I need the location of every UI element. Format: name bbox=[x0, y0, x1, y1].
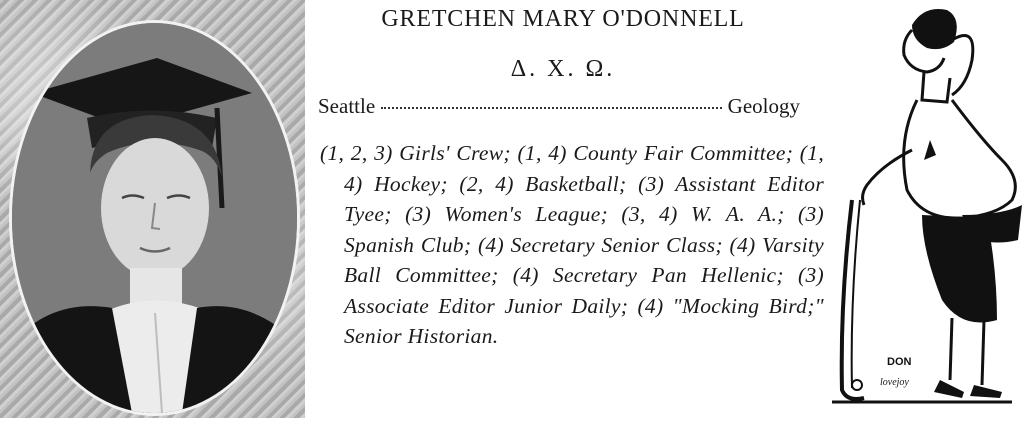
major: Geology bbox=[727, 94, 800, 118]
activities-list: (1, 2, 3) Girls' Crew; (1, 4) County Fair Committee; (1, 4) Hockey; (2, 4) Basketball; (3) Assistant Editor Tyee; (3) Women's League; (3, 4) W. A. A.; (3) Spanish Club; (4) Secretary Senior Class; (4) Varsity Ball Committee; (4) Secretary Pan Hellenic; (3) Associate Editor Junior Daily; (4) "Mocking Bird;" Senior Historian. bbox=[320, 141, 824, 348]
signature-line2: lovejoy bbox=[880, 377, 909, 388]
hometown-major-line bbox=[318, 94, 800, 122]
portrait-illustration bbox=[12, 23, 297, 413]
biography-text bbox=[318, 0, 824, 418]
portrait-frame bbox=[0, 0, 305, 418]
signature-line1: DON bbox=[887, 356, 912, 368]
student-name: GRETCHEN MARY O'DONNELL bbox=[381, 6, 745, 32]
hometown: Seattle bbox=[318, 94, 376, 118]
portrait-photo bbox=[9, 20, 300, 416]
dot-leader bbox=[381, 107, 722, 109]
cartoon-illustration bbox=[812, 0, 1024, 418]
fraternity-letters: Δ. X. Ω. bbox=[510, 56, 616, 82]
cartoon-drawing bbox=[812, 0, 1024, 418]
